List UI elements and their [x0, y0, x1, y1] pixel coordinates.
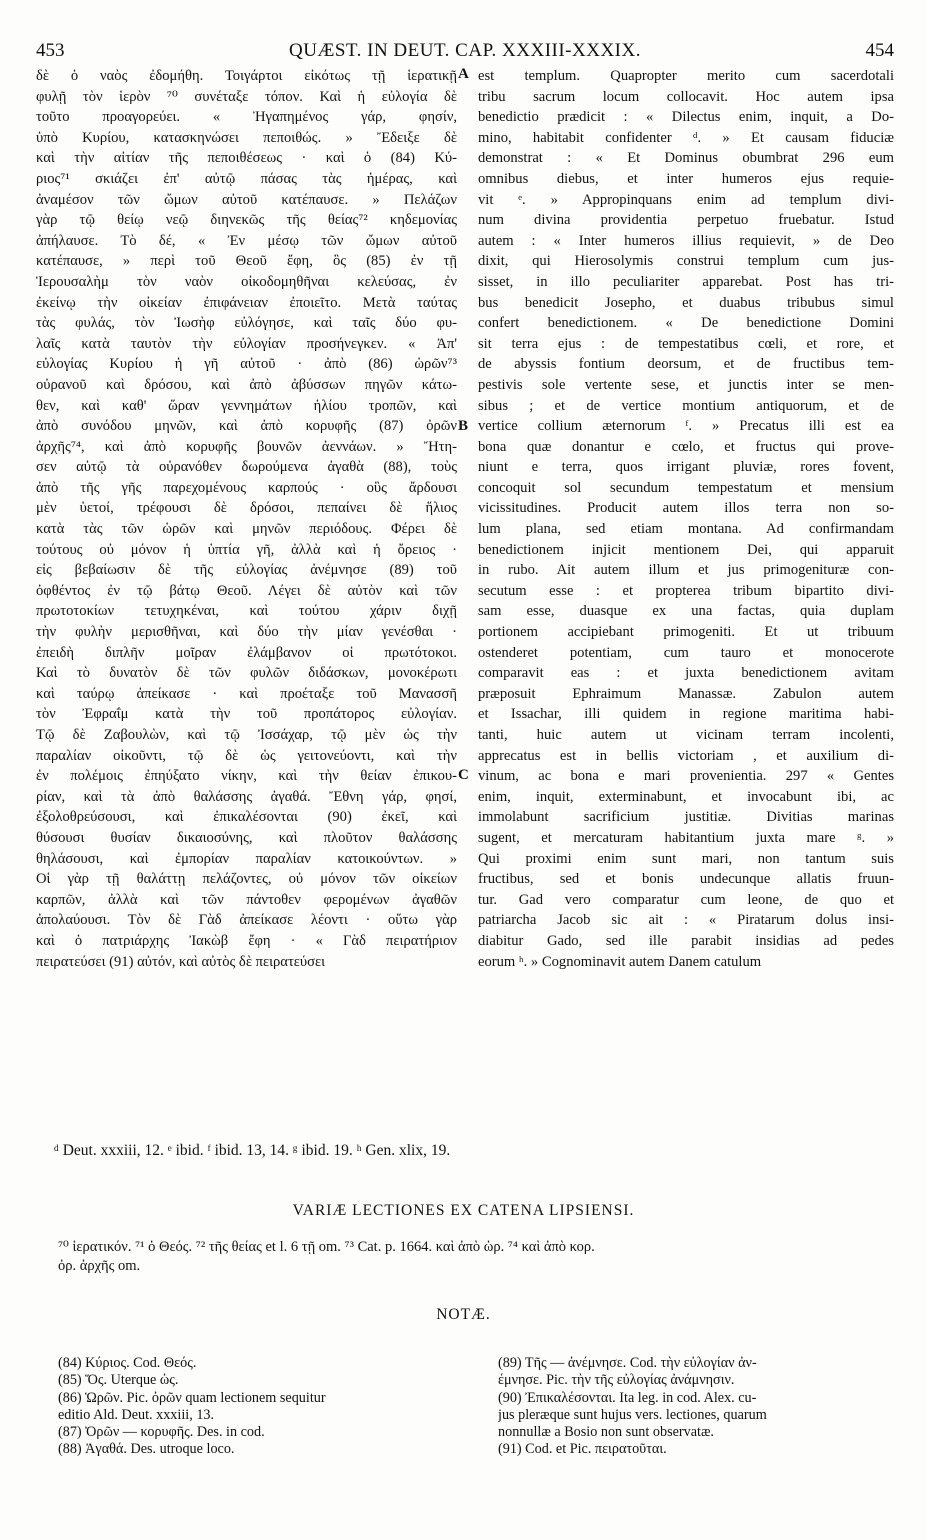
latin-text-line: tur. Gad vero comparatur cum leone, de quo et [478, 891, 894, 908]
greek-text-line: ριος⁷¹ σκιάζει ἐπ' αὐτῷ πάσας τὰς ἡμέρας, καὶ [36, 170, 457, 187]
latin-text-line: est templum. Quapropter merito cum sacerdotali [478, 68, 894, 84]
greek-text-line: ἐπειδὴ διπλῆν μοῖραν ἐλάμβανον οἱ πρωτότοκοι. [36, 644, 457, 661]
greek-text-line: εὐλογίας Κυρίου ἡ γῆ αὐτοῦ · ἀπὸ (86) ὡρῶν⁷³ [36, 356, 457, 373]
margin-marker-b: B [458, 418, 469, 434]
greek-text-line: Τῷ δὲ Ζαβουλὼν, καὶ τῷ Ἰσσάχαρ, τῷ μὲν ὡς τὴν [36, 727, 457, 743]
greek-text-line: καρπῶν, ἀλλὰ καὶ τῶν πάντοθεν φερομένων ἀγαθῶν [36, 891, 457, 908]
variae-lectiones-title: VARIÆ LECTIONES EX CATENA LIPSIENSI. [292, 1202, 635, 1219]
greek-text-line: ἐκείνῳ τὴν οἰκείαν ἐπιφάνειαν ἐποιεῖτο. Μετὰ ταύτας [36, 294, 457, 311]
latin-text-line: et Issachar, illi quidem in regione maritima habi- [478, 706, 894, 723]
latin-text-line: omnibus diebus, et inter humeros ejus requie- [478, 170, 894, 187]
latin-text-line: concoquit sol secundum tempestatum et mensium [478, 479, 894, 496]
greek-text-line: ἀπήλαυσε. Τὸ δέ, « Ἐν μέσῳ τῶν ὤμων αὐτοῦ [36, 232, 457, 249]
greek-text-line: λαῖς κατὰ ταυτὸν τὴν εὐλογίαν προσήνεγκεν. « Ἀπ' [36, 335, 457, 352]
greek-text-line: τοῦτο προαγορεύει. « Ἠγαπημένος γάρ, φησίν, [36, 109, 457, 126]
greek-text-line: θύσουσι θυσίαν δικαιοσύνης, καὶ πλοῦτον θαλάσσης [36, 829, 457, 846]
latin-text-line: lum plana, sed etiam montana. Ad confirmandam [478, 521, 894, 538]
latin-text-line: autem : « Inter humeros illius requievit, » de Deo [478, 232, 894, 249]
latin-text-line: eorum ʰ. » Cognominavit autem Danem catulum [478, 953, 762, 970]
greek-text-line: καὶ ταύρῳ ἀπείκασε · καὶ προέταξε τοῦ Μανασσῆ [36, 685, 457, 702]
note-entry: nonnullæ a Bosio non sunt observatæ. [498, 1424, 714, 1441]
greek-text-line: ἀρχῆς⁷⁴, καὶ ἀπὸ κορυφῆς βουνῶν ἀεννάων. » Ἤτη- [36, 438, 457, 455]
greek-text-line: πρωτοτοκίων τετυχηκέναι, καὶ τούτου χάριν διχῇ [36, 603, 457, 620]
greek-text-line: ὑπὸ Κυρίου, κατασκηνώσει πεποιθώς. » Ἔδειξε δὲ [36, 129, 457, 146]
page-number-left: 453 [36, 40, 65, 61]
greek-text-line: καὶ ὁ πατριάρχης Ἰακὼβ ἔφη · « Γὰδ πειρατήριον [36, 932, 457, 949]
greek-text-line: τὴν φυλὴν μερισθῆναι, καὶ δύο τὴν μίαν γενέσθαι · [36, 624, 457, 641]
greek-text-line: τὰς φυλάς, τὸν Ἰωσὴφ εὐλόγησε, καὶ ταῖς δύο φυ- [36, 315, 457, 332]
note-entry: editio Ald. Deut. xxxiii, 13. [58, 1406, 215, 1423]
latin-text-line: immolabunt sacrificium justitiæ. Divitias marinas [478, 809, 894, 826]
variae-line: ⁷⁰ ἱερατικόν. ⁷¹ ὁ Θεός. ⁷² τῆς θείας et l. 6 τῇ om. ⁷³ Cat. p. 1664. καὶ ἀπὸ ὡρ. ⁷⁴ καὶ ἀπὸ κορ. [58, 1239, 595, 1255]
greek-text-line: καὶ τὴν αἰτίαν τῆς πεποιθέσεως · καὶ ὁ (84) Κύ- [36, 150, 457, 167]
latin-text-line: bus benedicit Josepho, et duabus tribubus simul [478, 294, 894, 311]
greek-text-line: Καὶ τὸ δυνατὸν δὲ τῶν φυλῶν διδάσκων, μονοκέρωτι [36, 665, 457, 682]
latin-text-column [478, 66, 894, 972]
greek-text-line: θεν, καὶ καθ' ὥραν γεννημάτων ἡλίου τροπῶν, καὶ [36, 397, 457, 414]
latin-text-line: secutum esse : et propterea tribum bipartito divi- [478, 582, 894, 599]
latin-text-line: niunt e terra, quos irrigant pluviæ, rores fovent, [478, 459, 894, 476]
greek-text-line: ὀφθέντος ἐν τῷ βάτῳ Θεοῦ. Λέγει δὲ αὐτὸν καὶ τῶν [36, 582, 457, 599]
latin-text-line: pestivis sole vertente sese, et junctis inter se men- [478, 376, 894, 393]
greek-text-line: γὰρ τῷ θείῳ νεῷ διηνεκῶς τῆς θείας⁷² κηδεμονίας [36, 212, 457, 229]
note-entry: (84) Κύριος. Cod. Θεός. [58, 1355, 197, 1371]
greek-text-line: ἀπὸ συνόδου μηνῶν, καὶ ἀπὸ κορυφῆς (87) ὀρῶν [36, 418, 457, 435]
latin-text-line: ostenderet potentiam, cum tauro et monocerote [478, 644, 894, 661]
running-head [36, 40, 894, 64]
greek-text-line: δὲ ὁ ναὸς ἐδομήθη. Τοιγάρτοι εἰκότως τῇ ἱερατικῇ [36, 68, 457, 84]
note-entry: (86) Ὡρῶν. Pic. ὀρῶν quam lectionem sequitur [58, 1389, 326, 1406]
latin-text-line: tanti, huic autem ut vicinam terram incolenti, [478, 727, 894, 743]
latin-text-line: de abyssis fontium deorsum, et de fructibus tem- [478, 356, 894, 373]
note-entry: (91) Cod. et Pic. πειρατοῦται. [498, 1441, 667, 1458]
greek-text-line: ρίαν, καὶ τὰ ἀπὸ θαλάσσης ἀγαθά. Ἔθνη γάρ, φησί, [36, 788, 457, 805]
latin-text-line: vinum, ac bona e mari provenientia. 297 « Gentes [478, 768, 894, 785]
latin-text-line: tribu sacrum locum collocavit. Hoc autem ipsa [478, 88, 894, 105]
note-entry: (90) Ἐπικαλέσονται. Ita leg. in cod. Alex. cu- [498, 1389, 757, 1406]
notes-left-column [58, 1355, 468, 1459]
note-entry: (87) Ὀρῶν — κορυφῆς. Des. in cod. [58, 1424, 265, 1441]
footnote-references: ᵈ Deut. xxxiii, 12. ᵉ ibid. ᶠ ibid. 13, 14. ᵍ ibid. 19. ʰ Gen. xlix, 19. [54, 1142, 451, 1159]
page-number-right: 454 [865, 40, 894, 61]
latin-text-line: mino, habitabit confidenter ᵈ. » Et causam fiduciæ [478, 129, 894, 146]
latin-text-line: apprecatus est in bellis victoriam , et auxilium di- [478, 747, 894, 764]
latin-text-line: sit terra ejus : de tempestatibus cœli, et rore, et [478, 335, 894, 352]
greek-text-line: Ἱερουσαλὴμ τὸν ναὸν οἰκοδομηθῆναι κελεύσας, ἐν [36, 273, 457, 290]
note-entry: (89) Τῆς — ἀνέμνησε. Cod. τὴν εὐλογίαν ἀν- [498, 1355, 757, 1371]
notae-title: NOTÆ. [436, 1306, 491, 1323]
latin-text-line: demonstrat : « Et Dominus obumbrat 296 eum [478, 150, 894, 167]
note-entry: (85) Ὅς. Uterque ὡς. [58, 1372, 179, 1389]
greek-text-line: ἀναμέσον τῶν ὤμων αὐτοῦ κατέπαυσε. » Πελάζων [36, 191, 457, 208]
greek-text-line: εἰς βεβαίωσιν δὲ τῆς εὐλογίας ἀνέμνησε (89) τοῦ [36, 562, 457, 579]
latin-text-line: dixit, qui Hierosolymis construi templum cum jus- [478, 253, 894, 270]
latin-text-line: sisset, in illo peculiariter apparebat. Post has tri- [478, 273, 894, 290]
latin-text-line: enim, inquit, exterminabunt, et invocabunt ibi, ac [478, 788, 894, 805]
latin-text-line: portionem accipiebant primogeniti. Et ut tribuum [478, 624, 894, 641]
notes-right-column [498, 1355, 894, 1459]
latin-text-line: sibus ; et de vertice montium antiquorum, et de [478, 397, 894, 414]
margin-marker-a: A [458, 66, 469, 82]
latin-text-line: benedictio prædicit : « Dilectus enim, inquit, a Do- [478, 109, 894, 126]
latin-text-line: benedictionem injicit mentionem Dei, qui apparuit [478, 541, 894, 558]
latin-text-line: patriarcha Jacob sic ait : « Piratarum dolus insi- [478, 912, 894, 929]
running-title: QUÆST. IN DEUT. CAP. XXXIII-XXXIX. [289, 40, 641, 61]
greek-text-line: σεν αὐτῷ τὰ οὐρανόθεν δωρούμενα ἀγαθὰ (88), τοὺς [36, 459, 457, 476]
latin-text-line: Qui proximi enim sunt mari, non tantum suis [478, 850, 894, 867]
note-entry: έμνησε. Pic. τὴν τῆς εὐλογίας ἀνάμνησιν. [498, 1372, 735, 1389]
greek-text-line: θηλάσουσι, καὶ ἐμπορίαν παραλίαν κατοικούντων. » [36, 850, 457, 867]
greek-text-line: ἐξολοθρεύσουσι, καὶ ἐπικαλέσονται (90) ἐκεῖ, καὶ [36, 809, 457, 826]
note-entry: (88) Ἀγαθά. Des. utroque loco. [58, 1441, 235, 1458]
latin-text-line: bona quæ donantur e cœlo, et fructus qui prove- [478, 438, 894, 455]
latin-text-line: sugent, et mercaturam habitantium juxta mare ᵍ. » [478, 829, 894, 846]
greek-text-line: οὐρανοῦ καὶ δρόσου, καὶ ἀπὸ ἀβύσσων πηγῶν κάτω- [36, 376, 457, 393]
greek-text-line: παραλίαν οἰκοῦντι, τῷ δὲ ὡς γειτονεύοντι, καὶ τὴν [36, 747, 457, 764]
greek-text-line: Οἱ γὰρ τῇ θαλάττῃ πελάζοντες, οὐ μόνον τῶν οἰκείων [36, 871, 457, 888]
greek-text-line: κατὰ τὰς τῶν ὡρῶν καὶ μηνῶν περιόδους. Φέρει δὲ [36, 521, 457, 538]
variae-line: ὀρ. ἀρχῆς om. [58, 1258, 141, 1274]
latin-text-line: præposuit Ephraimum Manassæ. Zabulon autem [478, 685, 894, 702]
greek-text-column [36, 66, 457, 972]
variae-lectiones [58, 1238, 894, 1276]
latin-text-line: comparavit eas : et juxta benedictionem avitam [478, 665, 894, 682]
greek-text-line: ἐν πολέμοις ἐπηύξατο νίκην, καὶ τὴν θείαν ἐπικου- [36, 768, 457, 785]
latin-text-line: vit ᵉ. » Appropinquans enim ad templum divi- [478, 191, 894, 208]
greek-text-line: φυλῇ τὸν ἱερὸν ⁷⁰ συνέταξε τόπον. Καὶ ἡ εὐλογία δὲ [36, 88, 457, 105]
latin-text-line: vertice collium æternorum ᶠ. » Precatus illi est ea [478, 418, 894, 435]
greek-text-line: κατέπαυσε, » περὶ τοῦ Θεοῦ ἔφη, ὃς (85) ἐν τῇ [36, 253, 457, 270]
latin-text-line: num divina providentia perpetuo fruebatur. Istud [478, 212, 894, 229]
latin-text-line: vicissitudines. Producit autem illos terra non so- [478, 500, 894, 517]
latin-text-line: diabitur Gado, sed ille parabit insidias ad pedes [478, 932, 894, 949]
latin-text-line: sam esse, duasque ex una factas, quia duplam [478, 603, 894, 620]
greek-text-line: μὲν ὑετοί, τρέφουσι δὲ δρόσοι, πεπαίνει δὲ ἥλιος [36, 500, 457, 517]
margin-marker-c: C [458, 767, 469, 783]
greek-text-line: ἀπολαύουσι. Τὸν δὲ Γὰδ ἀπείκασε λέοντι · οὕτω γὰρ [36, 912, 457, 929]
greek-text-line: ἀπὸ τῆς γῆς παρεχομένους καρπούς · οὓς ἄρδουσι [36, 479, 457, 496]
greek-text-line: τὸν Ἐφραΐμ κατὰ τὴν τοῦ προπάτορος εὐλογίαν. [36, 706, 457, 723]
note-entry: jus pleræque sunt hujus vers. lectiones, quarum [498, 1406, 767, 1423]
latin-text-line: fructibus, sed et bonis undecunque allatis fruun- [478, 871, 894, 888]
greek-text-line: τούτους οὐ μόνον ἡ ὑπτία γῆ, ἀλλὰ καὶ ἡ ὄρειος · [36, 541, 457, 558]
latin-text-line: in rubo. Ait autem illum et jus primogenituræ con- [478, 562, 894, 579]
greek-text-line: πειρατεύσει (91) αὐτόν, καὶ αὐτὸς δὲ πειρατεύσει [36, 953, 326, 970]
latin-text-line: confert benedictionem. « De benedictione Domini [478, 315, 894, 332]
